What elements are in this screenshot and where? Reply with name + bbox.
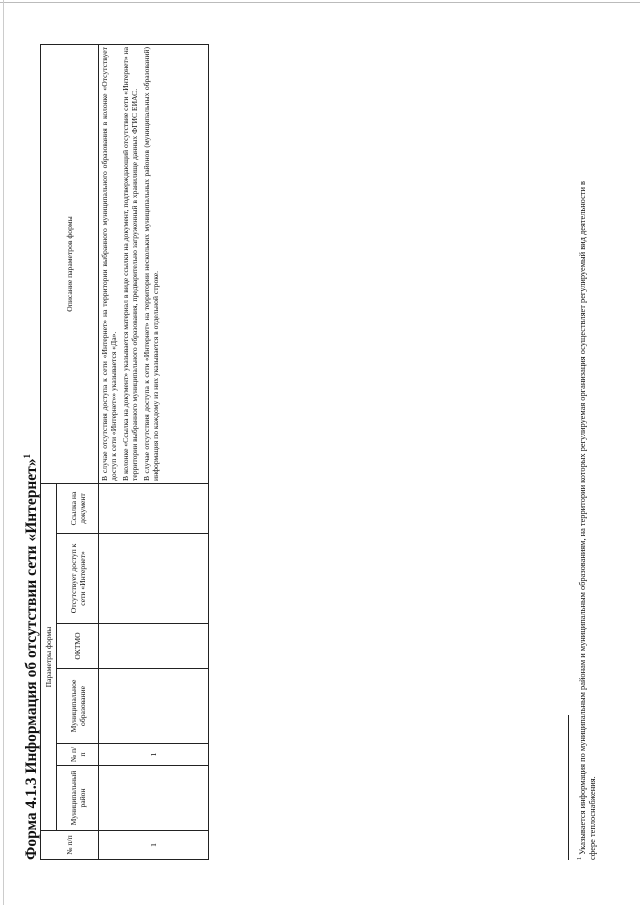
- cell-municipality: [99, 669, 209, 744]
- cell-oktmo: [99, 624, 209, 669]
- header-form-parameters: Параметры формы: [41, 484, 57, 831]
- cell-no-internet-access: [99, 534, 209, 624]
- header-document-link: Ссылка на документ: [57, 484, 99, 534]
- description-paragraph: В случае отсутствия доступа к сети «Интернет» на территории нескольких муниципальных районов (муниципальных образований) информация по каждому из них указывается в отдельной строке.: [142, 47, 160, 481]
- form-title: [22, 454, 41, 860]
- cell-sub-num: 1: [99, 744, 209, 766]
- footnote-text: Указывается информация по муниципальным районам и муниципальным образованиям, на территории которых регулируемая организация осуществляет регулируемый вид деятельности в сфере теплоснабжения.: [577, 181, 598, 860]
- description-paragraph: В случае отсутствия доступа к сети «Интернет» на территории выбранного муниципального образования в колонке «Отсутствует доступ к сети «Интернет»» указывается «Да».: [100, 47, 118, 481]
- cell-district: [99, 766, 209, 831]
- header-no-internet-access: Отсутствует доступ к сети «Интернет»: [57, 534, 99, 624]
- footnote-separator: [568, 715, 569, 860]
- scan-left-edge: [3, 0, 4, 905]
- form-parameters-table: [40, 44, 209, 860]
- form-title-text: Форма 4.1.3 Информация об отсутствии сети «Интернет»: [23, 458, 41, 860]
- cell-description: [99, 45, 209, 484]
- footnote: [575, 170, 599, 860]
- header-district: Муниципальный район: [57, 766, 99, 831]
- cell-document-link: [99, 484, 209, 534]
- header-municipality: Муниципальное образование: [57, 669, 99, 744]
- table-row: [99, 45, 209, 860]
- header-num: № п/п: [41, 831, 99, 860]
- header-sub-num: № п/п: [57, 744, 99, 766]
- title-footnote-mark: 1: [22, 453, 32, 459]
- header-description: Описание параметров формы: [41, 45, 99, 484]
- cell-row-num: 1: [99, 831, 209, 860]
- description-paragraph: В колонке «Ссылка на документ» указывается материал в виде ссылки на документ, подтверждающий отсутствие сети «Интернет» на территории выбранного муниципального образования, предварительно загруженный в хранилище данных ФГИС ЕИАС.: [121, 47, 139, 481]
- header-oktmo: ОКТМО: [57, 624, 99, 669]
- rotated-document-sheet: [8, 0, 608, 872]
- footnote-mark: 1: [577, 857, 583, 860]
